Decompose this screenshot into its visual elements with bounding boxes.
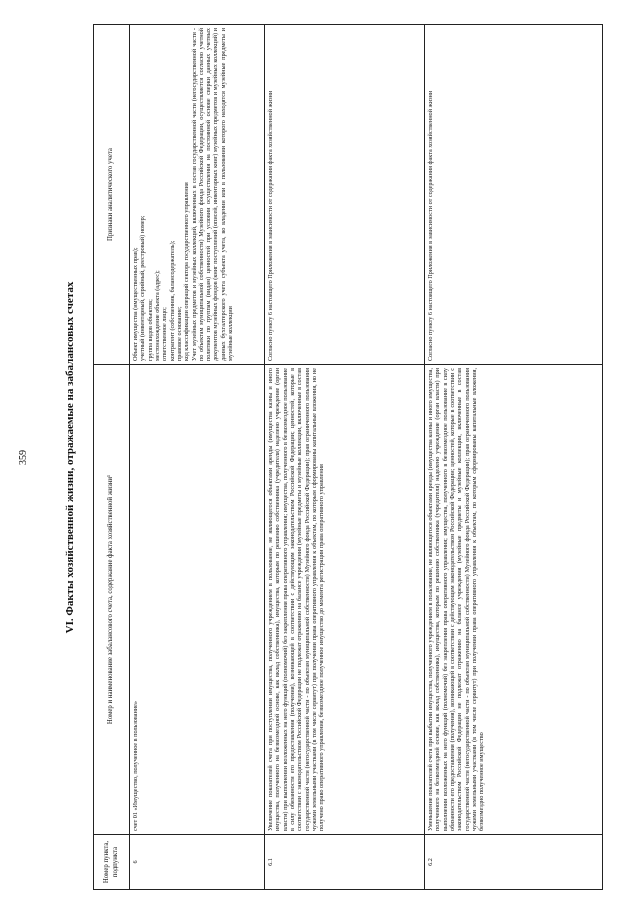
row-content: счет 01 «Имущество, полученное в пользование» [130,365,265,835]
header-account-content: Номер и наименование забалансового счета, содержание факта хозяйственной жизни¹ [94,365,130,835]
header-item-number: Номер пункта, подпункта [94,835,130,890]
facts-table [93,24,603,890]
feature-line: ответственное лицо; [161,307,169,361]
row-number: 6.2 [425,835,603,890]
row-features [130,25,265,365]
row-number: 6 [130,835,265,890]
feature-line: код классификации операций сектора государственного управления [183,182,191,361]
row-features: Согласно пункту 6 настоящего Приложения в зависимости от содержания факта хозяйственной жизни [265,25,425,365]
table-header-row [94,25,130,890]
row-content: Увеличение показателей счета при поступлении имущества, полученного учреждением в пользование, не являющегося объектами аренды (имущества казны и иного имущества, полученного на безвозмездной основе, как вклад собственника), имущества, которым по решению собственника (учредителя) наделено учреждение (орган власти) при выполнении возложенных на него функций (полномочий) без закрепления права оперативного управления; имущества, полученного в безвозмездное пользование в силу обязанности его предоставления (получения), возникающей в соответствии с действующим законодательством Российской Федерации; ценностей, которые в соответствии с законодательством Российской Федерации не подлежат отражению на балансе учреждения (музейные предметы и музейные коллекции, включенные в состав государственной части (негосударственной части - по объектам муниципальной собственности) Музейного фонда Российской Федерации); прав ограниченного пользования чужими земельными участками (в том числе сервитут) при получении права оперативного управления к объектам, по которым сформированы капитальные вложения, но не получено право оперативного управления, безвозмездное полученное имущество до момента регистрации права оперативного управления [265,365,425,835]
header-analytical-features: Признаки аналитического учета [94,25,130,365]
feature-line: правовое основание; [175,306,183,361]
rotated-content [18,25,618,890]
table-row [265,25,425,890]
row-content: Уменьшение показателей счета при выбытии имущества, полученного учреждением в пользование, не являющегося объектами аренды (имущества казны и иного имущества, полученного на безвозмездной основе, как вклад собственника), имущества, которым по решению собственника (учредителя) наделено учреждение (орган власти) при выполнении возложенных на него функций (полномочий) без закрепления права оперативного управления; имущества, полученного в безвозмездное пользование в силу обязанности его предоставления (получения), возникающей в соответствии с действующим законодательством Российской Федерации; ценностей, которые в соответствии с законодательством Российской Федерации не подлежат отражению на балансе учреждения (музейные предметы и музейные коллекции, включенные в состав государственной части (негосударственной части - по объектам муниципальной собственности) Музейного фонда Российской Федерации); прав ограниченного пользования чужими земельными участками (в том числе сервитут) при получении права оперативного управления к объектам, по которым сформированы капитальные вложения, безвозмездно полученное имущество [425,365,603,835]
row-number: 6.1 [265,835,425,890]
row-features: Согласно пункту 6 настоящего Приложения в зависимости от содержания факта хозяйственной жизни [425,25,603,365]
feature-line: Объект имущества (имущественных прав); [132,247,139,361]
feature-line: учетный (инвентарный, серийный, реестровый) номер; [139,215,147,361]
feature-line: группа видов объектов; [146,299,154,361]
table-row [425,25,603,890]
table-row [130,25,265,890]
page-number: 359 [18,450,29,465]
feature-paragraph: Учет музейных предметов и музейных коллекций, включенных в состав государственной части (негосударственной части - по объектам муниципальной собственности) Музейного фонда Российской Федерации, осуществляется согласно учетной политики по группам (видам) ценностей при условии осуществления на постоянной основе сверки данных учетных документов музейных фондов (книг поступлений (описей, инвентарных книг) музейных предметов и музейных коллекций) и данных бухгалтерского учета субъекта учета, во владении или в пользовании которого находятся музейные предметы и музейные коллекции [190,28,235,361]
section-title: VI. Факты хозяйственной жизни, отражаемые на забалансовых счетах [64,281,76,634]
feature-line: местонахождение объекта (адрес); [153,270,161,361]
feature-line: контрагент (собственник, балансодержатель); [168,240,176,361]
